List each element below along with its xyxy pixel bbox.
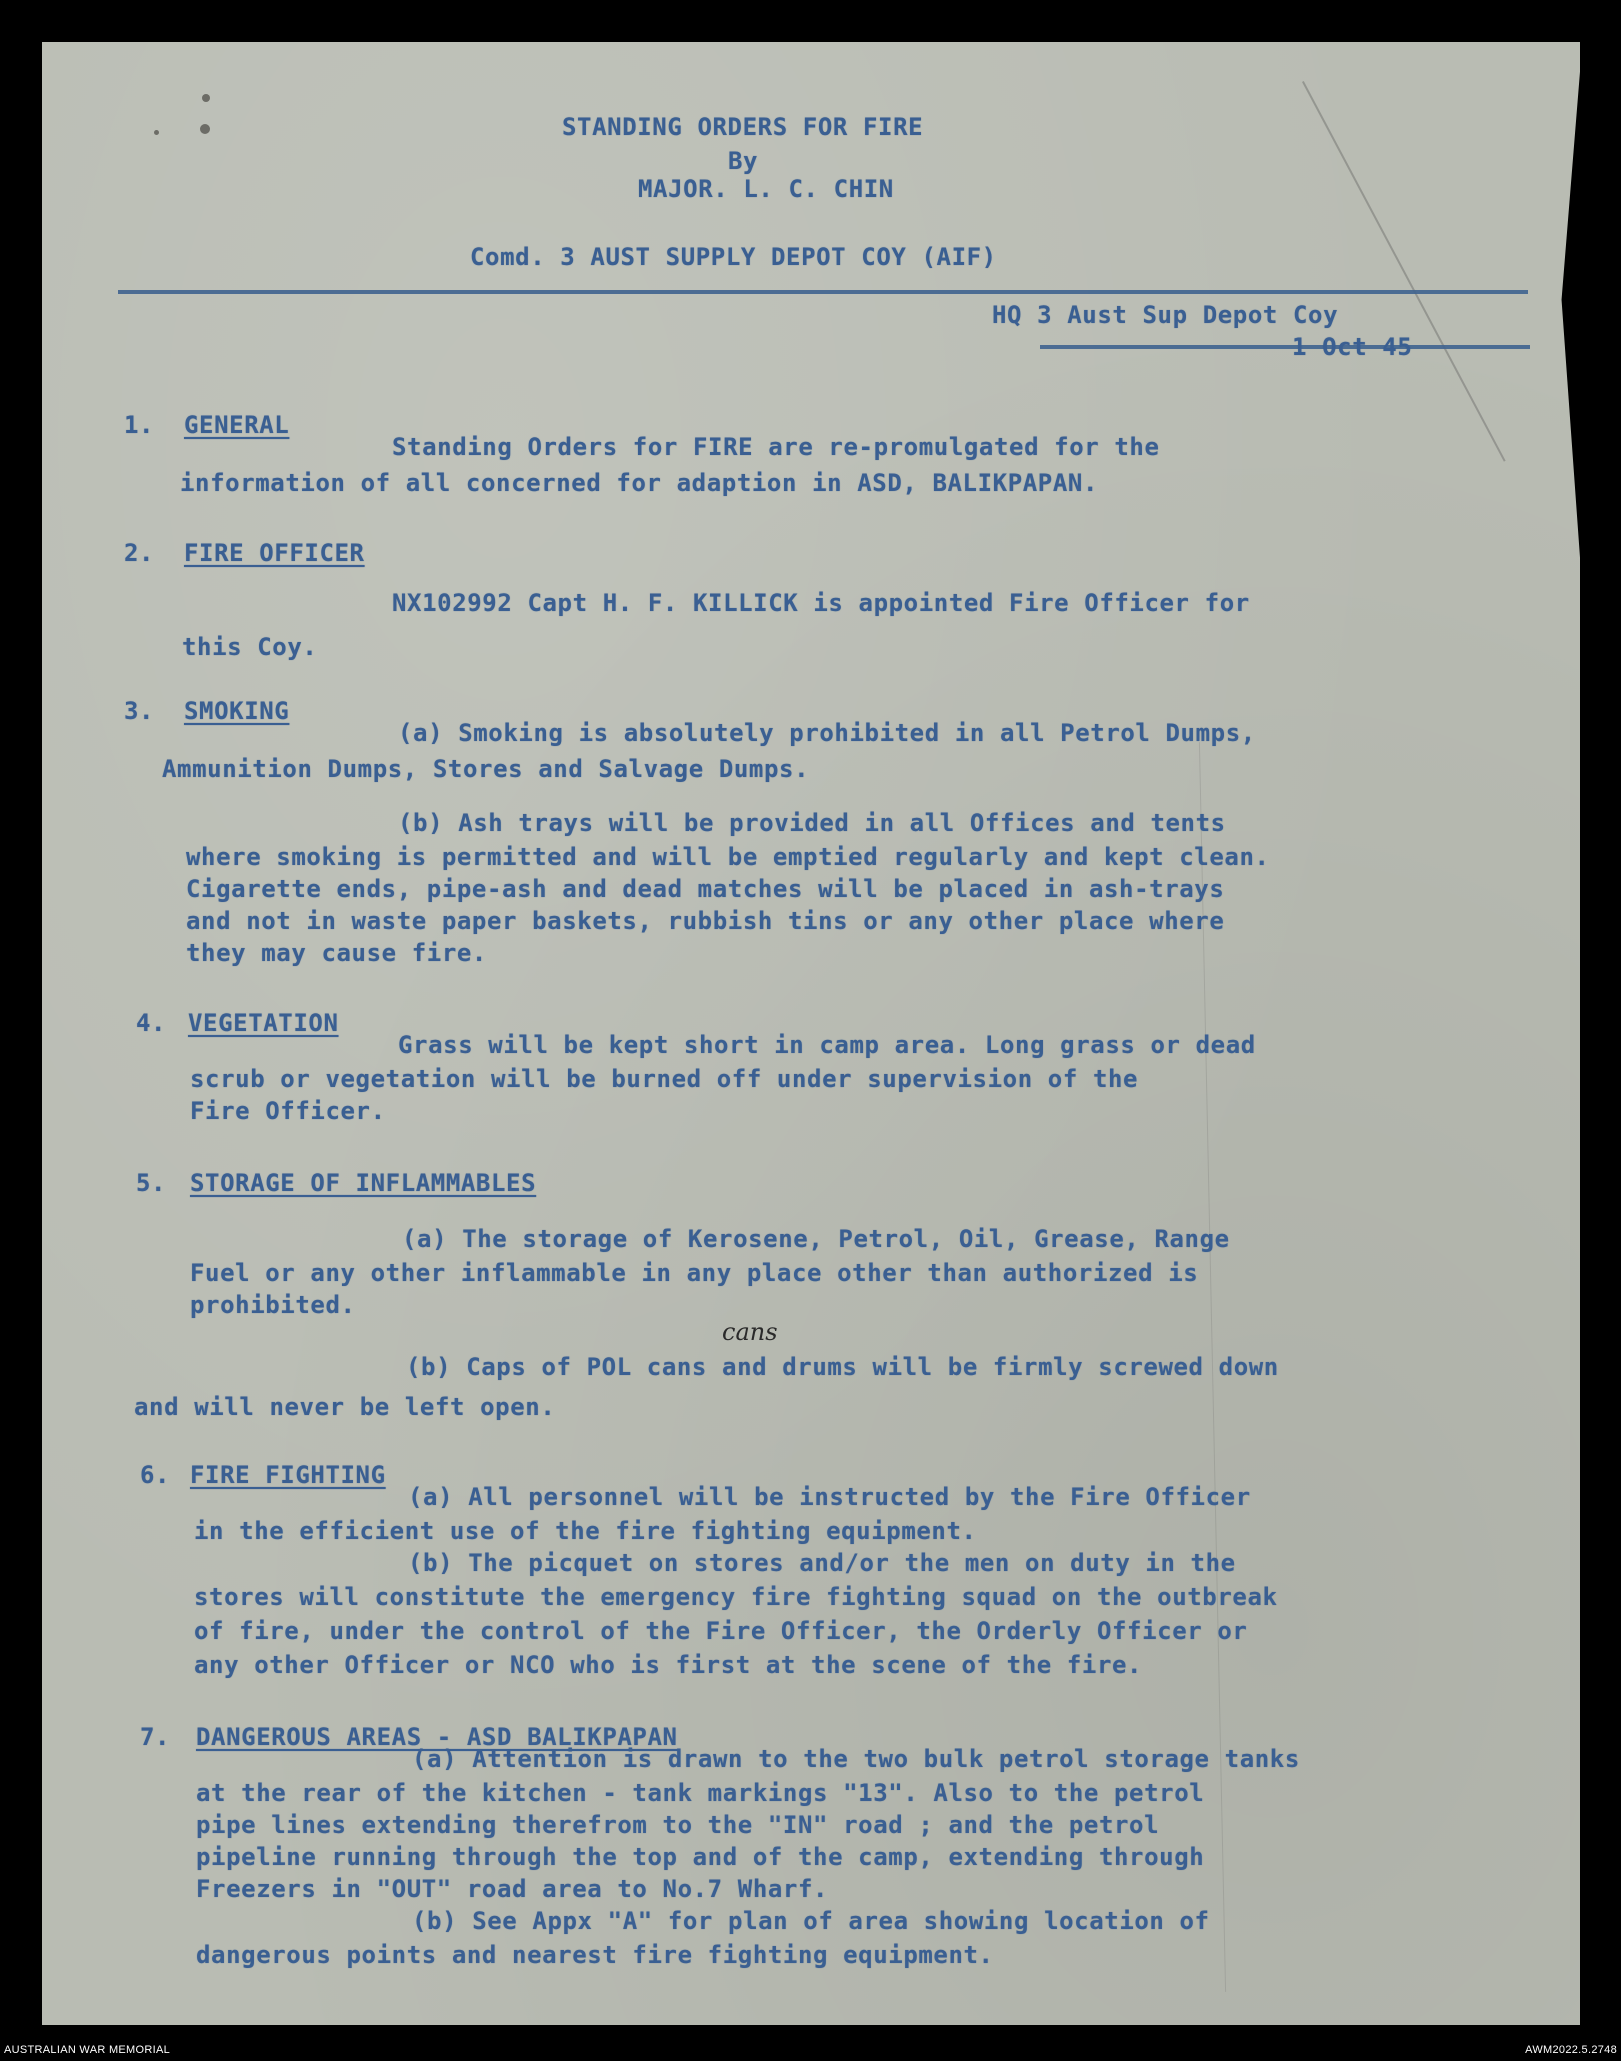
section-text: at the rear of the kitchen - tank markings "13". Also to the petrol (196, 1779, 1205, 1807)
section-text: Standing Orders for FIRE are re-promulgated for the (392, 433, 1160, 461)
section-text: NX102992 Capt H. F. KILLICK is appointed Fire Officer for (392, 589, 1250, 617)
section-text: (b) Ash trays will be provided in all Offices and tents (398, 809, 1226, 837)
section-text: Grass will be kept short in camp area. Long grass or dead (398, 1031, 1256, 1059)
header-rule-lower (1040, 345, 1530, 349)
section-heading-vegetation: VEGETATION (188, 1009, 339, 1037)
section-text: and not in waste paper baskets, rubbish tins or any other place where (186, 907, 1225, 935)
header-rule (118, 290, 1528, 294)
section-text: Cigarette ends, pipe-ash and dead matches will be placed in ash-trays (186, 875, 1225, 903)
section-text: (b) The picquet on stores and/or the men on duty in the (408, 1549, 1236, 1577)
section-text: (a) Smoking is absolutely prohibited in all Petrol Dumps, (398, 719, 1256, 747)
handwritten-cans-annotation: cans (722, 1318, 778, 1346)
section-number: 4. (136, 1009, 167, 1037)
section-text: (a) All personnel will be instructed by the Fire Officer (408, 1483, 1251, 1511)
section-text: they may cause fire. (186, 939, 487, 967)
footer-accession-number: AWM2022.5.2748 (1525, 2044, 1617, 2056)
address-unit: HQ 3 Aust Sup Depot Coy (992, 301, 1339, 329)
section-text: dangerous points and nearest fire fighting equipment. (196, 1941, 994, 1969)
section-heading-general: GENERAL (184, 411, 290, 439)
title-author: MAJOR. L. C. CHIN (638, 175, 894, 203)
title-by: By (728, 147, 759, 175)
section-text: in the efficient use of the fire fighting equipment. (194, 1517, 977, 1545)
section-number: 5. (136, 1169, 167, 1197)
staple-hole (202, 94, 210, 102)
section-number: 2. (124, 539, 155, 567)
section-heading-storage: STORAGE OF INFLAMMABLES (190, 1169, 537, 1197)
staple-hole (200, 124, 210, 134)
address-date: 1 Oct 45 (1292, 333, 1413, 361)
section-text: stores will constitute the emergency fire fighting squad on the outbreak (194, 1583, 1278, 1611)
section-text: pipe lines extending therefrom to the "IN" road ; and the petrol (196, 1811, 1160, 1839)
section-text: any other Officer or NCO who is first at the scene of the fire. (194, 1651, 1143, 1679)
section-text: this Coy. (182, 633, 318, 661)
section-text: where smoking is permitted and will be emptied regularly and kept clean. (186, 843, 1270, 871)
section-heading-fire-officer: FIRE OFFICER (184, 539, 365, 567)
section-text: Fuel or any other inflammable in any place other than authorized is (190, 1259, 1199, 1287)
section-number: 6. (140, 1461, 171, 1489)
section-number: 7. (140, 1723, 171, 1751)
footer-archive-name: AUSTRALIAN WAR MEMORIAL (4, 2044, 171, 2056)
paper-fold-mark (1302, 81, 1506, 462)
section-text: information of all concerned for adaption in ASD, BALIKPAPAN. (180, 469, 1099, 497)
section-heading-dangerous-areas: DANGEROUS AREAS - ASD BALIKPAPAN (196, 1723, 678, 1751)
section-heading-smoking: SMOKING (184, 697, 290, 725)
section-text: and will never be left open. (134, 1393, 556, 1421)
section-text: (a) Attention is drawn to the two bulk petrol storage tanks (412, 1745, 1300, 1773)
section-text: Ammunition Dumps, Stores and Salvage Dumps. (162, 755, 810, 783)
section-text: pipeline running through the top and of the camp, extending through (196, 1843, 1205, 1871)
section-text: Fire Officer. (190, 1097, 386, 1125)
section-text: scrub or vegetation will be burned off under supervision of the (190, 1065, 1139, 1093)
title-command: Comd. 3 AUST SUPPLY DEPOT COY (AIF) (470, 243, 997, 271)
staple-hole (154, 130, 159, 135)
title-line: STANDING ORDERS FOR FIRE (562, 113, 924, 141)
section-text: Freezers in "OUT" road area to No.7 Wharf. (196, 1875, 829, 1903)
section-text: (a) The storage of Kerosene, Petrol, Oil, Grease, Range (402, 1225, 1230, 1253)
section-text: prohibited. (190, 1291, 356, 1319)
section-number: 1. (124, 411, 155, 439)
section-text: (b) Caps of POL cans and drums will be firmly screwed down (406, 1353, 1279, 1381)
section-heading-fire-fighting: FIRE FIGHTING (190, 1461, 386, 1489)
section-number: 3. (124, 697, 155, 725)
section-text: of fire, under the control of the Fire Officer, the Orderly Officer or (194, 1617, 1248, 1645)
section-text: (b) See Appx "A" for plan of area showing location of (412, 1907, 1210, 1935)
